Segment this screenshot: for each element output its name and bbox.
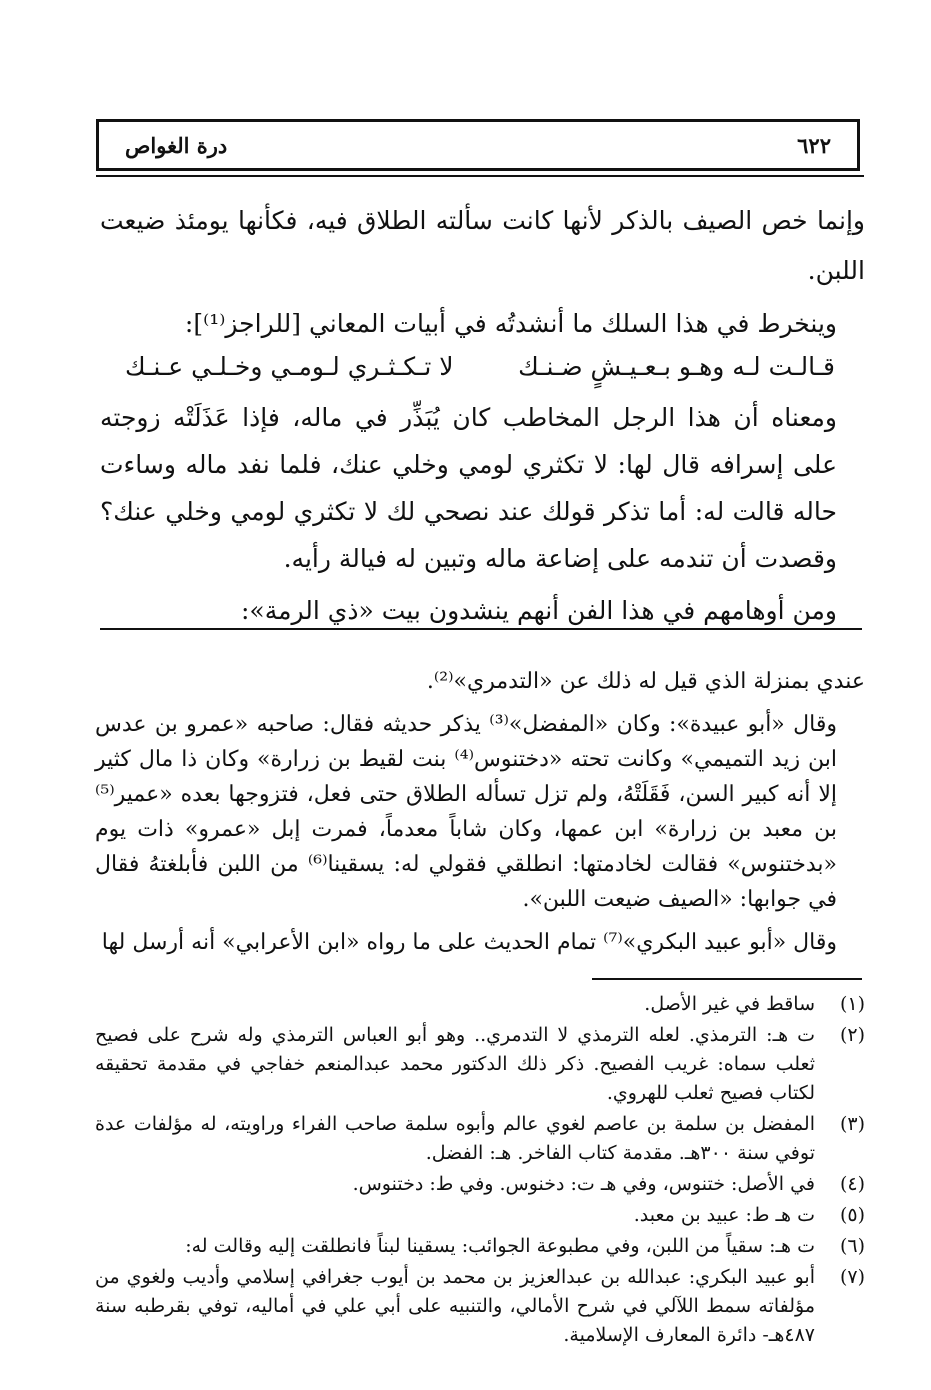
footnote-number: (٣) — [839, 1113, 865, 1135]
commentary-text — [95, 664, 865, 968]
footnote-number: (٦) — [839, 1235, 865, 1257]
book-title: درة الغواص — [125, 132, 228, 158]
footnote-text: المفضل بن سلمة بن عاصم لغوي عالم وأبوه سلمة صاحب الفراء وراويته، له مؤلفات عدة توفي سنة ٣٠٠هـ. مقدمة كتاب الفاخر. هـ: الفضل. — [95, 1113, 815, 1164]
header-divider — [96, 175, 864, 177]
footnote-number: (٤) — [839, 1173, 865, 1195]
footnotes — [95, 990, 865, 1352]
paragraph-2: وينخرط في هذا السلك ما أنشدتُه في أبيات المعاني [للراجز⁽¹⁾]: — [184, 309, 837, 338]
verse-second-hemistich: لا تـكـثـري لـومـي وخـلـي عـنـك — [125, 352, 454, 381]
poem-verse — [125, 352, 835, 381]
footnote-number: (٧) — [839, 1266, 865, 1288]
commentary-paragraph-1: عندي بمنزلة الذي قيل له ذلك عن «التدمري»⁽²⁾. — [426, 669, 865, 694]
paragraph-3: ومعناه أن هذا الرجل المخاطب كان يُبَذِّر في ماله، فإذا عَذَلَتْه زوجته على إسرافه قال لها: لا تكثري لومي وخلي عنك، فلما نفد ماله وساءت حاله قالت له: أما تذكر قولك عند نصحي لك لا تكثري لومي وخلي عنك؟ وقصدت أن تندمه على إضاعة ماله وتبين له فيالة رأيه. — [100, 403, 837, 573]
page-number: ٦٢٢ — [797, 132, 831, 158]
footnote-text: ساقط في غير الأصل. — [644, 993, 815, 1015]
footnote — [95, 1232, 865, 1261]
paragraph-1: وإنما خص الصيف بالذكر لأنها كانت سألته الطلاق فيه، فكأنها يومئذ ضيعت اللبن. — [100, 206, 865, 285]
footnote-text: ت هـ ط: عبيد بن معبد. — [633, 1204, 815, 1226]
commentary-paragraph-3: وقال «أبو عبيد البكري»⁽⁷⁾ تمام الحديث على ما رواه «ابن الأعرابي» أنه أرسل لها — [101, 930, 837, 955]
footnote-text: أبو عبيد البكري: عبدالله بن عبدالعزيز بن محمد بن أيوب جغرافي إسلامي وأديب ولغوي من مؤلفاته سمط اللآلي في شرح الأمالي، والتنبيه على أبي علي في أماليه، توفي بقرطبه سنة ٤٨٧هـ- دائرة المعارف الإسلامية. — [95, 1266, 815, 1346]
footnote — [95, 1021, 865, 1108]
footnote — [95, 990, 865, 1019]
paragraph-4: ومن أوهامهم في هذا الفن أنهم ينشدون بيت «ذي الرمة»: — [240, 596, 837, 625]
footnote-number: (١) — [839, 993, 865, 1015]
section-divider — [100, 628, 862, 630]
main-text-continued — [100, 394, 865, 634]
footnote-text: ت هـ: الترمذي. لعله الترمذي لا التدمري.. وهو أبو العباس الترمذي وله شرح على فصيح ثعلب سماه: غريب الفصيح. ذكر ذلك الدكتور محمد عبدالمنعم خفاجي في مقدمة تحقيقه لكتاب فصيح ثعلب للهروي. — [95, 1024, 815, 1104]
footnote — [95, 1110, 865, 1168]
page-header — [96, 119, 860, 171]
footnote — [95, 1201, 865, 1230]
footnote-number: (٥) — [839, 1204, 865, 1226]
footnote-text: ت هـ: سقياً من اللبن، وفي مطبوعة الجوائب: يسقينا لبناً فانطلقت إليه وقالت له: — [185, 1235, 815, 1257]
footnote — [95, 1263, 865, 1350]
verse-first-hemistich: قـالـت لـه وهـو بـعـيـشٍ ضـنـك — [518, 352, 835, 381]
footnote-separator — [592, 978, 862, 980]
footnote-number: (٢) — [839, 1024, 865, 1046]
main-text — [100, 196, 865, 347]
footnote — [95, 1170, 865, 1199]
footnote-text: في الأصل: ختنوس، وفي هـ ت: دخنوس. وفي ط: دختنوس. — [352, 1173, 815, 1195]
commentary-paragraph-2: وقال «أبو عبيدة»: وكان «المفضل»⁽³⁾ يذكر حديثه فقال: صاحبه «عمرو بن عدس ابن زيد التميمي» وكانت تحته «دختنوس⁽⁴⁾ بنت لقيط بن زرارة» وكان ذا مال كثير إلا أنه كبير السن، فَقَلَتْهُ، ولم تزل تسأله الطلاق حتى فعل، فتزوجها بعده «عمير⁽⁵⁾ بن معبد بن زرارة» ابن عمها، وكان شاباً معدماً، فمرت إبل «عمرو» ذات يوم «بدختنوس» فقالت لخادمتها: انطلقي فقولي له: يسقينا⁽⁶⁾ من اللبن فأبلغتهُ فقال في جوابها: «الصيف ضيعت اللبن». — [95, 712, 837, 912]
